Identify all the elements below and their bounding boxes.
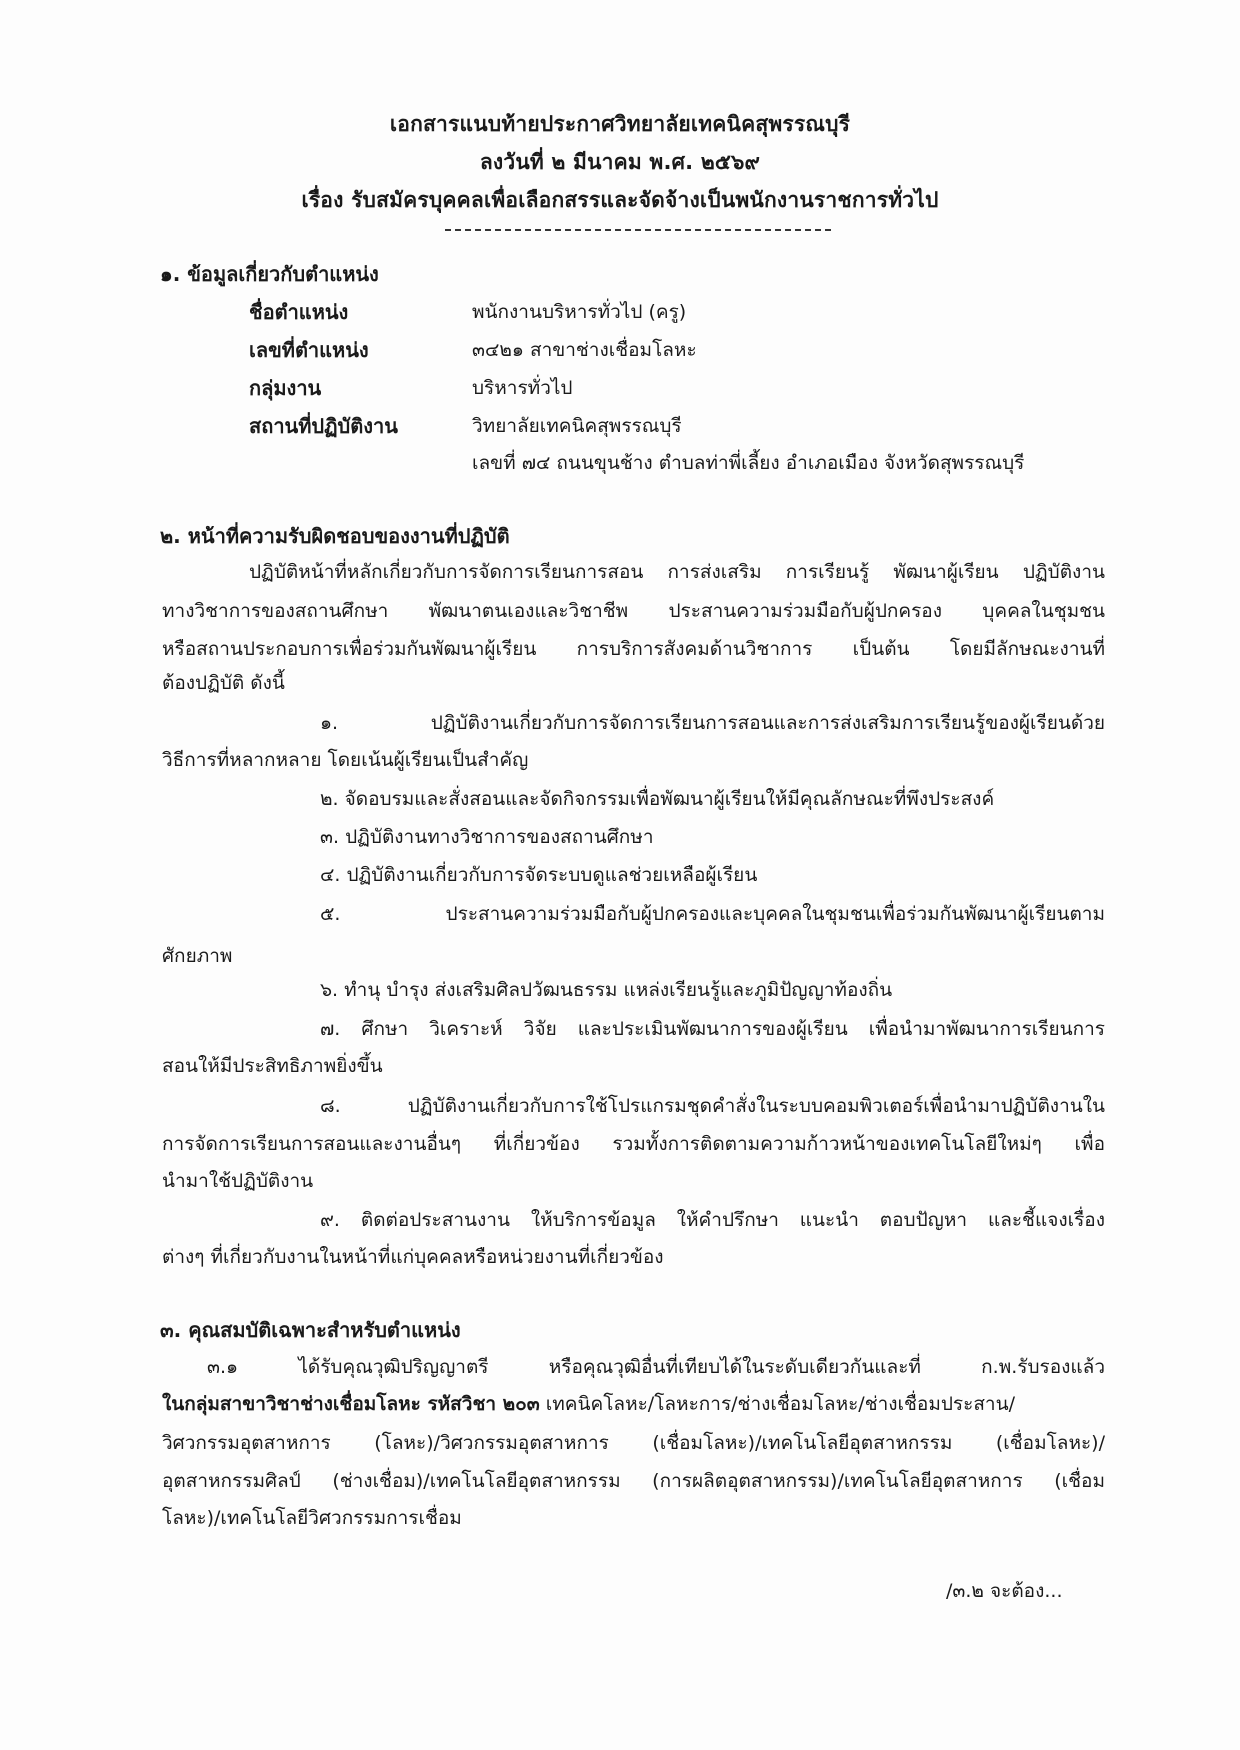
section2-intro-line: ทางวิชาการของสถานศึกษา พัฒนาตนเองและวิชาชีพ ประสานความร่วมมือกับผู้ปกครอง บุคคลในชุมชน [162, 600, 1105, 622]
field-label-workplace: สถานที่ปฏิบัติงาน [249, 414, 398, 438]
duty-item-5-cont: ศักยภาพ [162, 945, 233, 967]
section1-title: ๑. ข้อมูลเกี่ยวกับตำแหน่ง [160, 262, 379, 286]
field-label-work-group: กลุ่มงาน [249, 376, 322, 400]
qualification-line: ๓.๑ ได้รับคุณวุฒิปริญญาตรี หรือคุณวุฒิอื่นที่เทียบได้ในระดับเดียวกันและที่ ก.พ.รับรองแล้ว [207, 1356, 1105, 1378]
section2-title: ๒. หน้าที่ความรับผิดชอบของงานที่ปฏิบัติ [160, 524, 510, 548]
duty-item-8-cont: นำมาใช้ปฏิบัติงาน [162, 1170, 314, 1192]
field-label-position-name: ชื่อตำแหน่ง [249, 300, 349, 324]
section2-intro-line: ต้องปฏิบัติ ดังนี้ [162, 672, 285, 694]
duty-item-2: ๒. จัดอบรมและสั่งสอนและจัดกิจกรรมเพื่อพัฒนาผู้เรียนให้มีคุณลักษณะที่พึงประสงค์ [320, 788, 995, 810]
duty-item-9-cont: ต่างๆ ที่เกี่ยวกับงานในหน้าที่แก่บุคคลหรือหน่วยงานที่เกี่ยวข้อง [162, 1246, 664, 1268]
duty-item-5: ๕. ประสานความร่วมมือกับผู้ปกครองและบุคคลในชุมชนเพื่อร่วมกันพัฒนาผู้เรียนตาม [320, 903, 1105, 925]
doc-title: เอกสารแนบท้ายประกาศวิทยาลัยเทคนิคสุพรรณบุรี [389, 112, 851, 136]
duty-item-7: ๗. ศึกษา วิเคราะห์ วิจัย และประเมินพัฒนาการของผู้เรียน เพื่อนำมาพัฒนาการเรียนการ [320, 1018, 1105, 1040]
duty-item-1: ๑. ปฏิบัติงานเกี่ยวกับการจัดการเรียนการสอนและการส่งเสริมการเรียนรู้ของผู้เรียนด้วย [320, 712, 1105, 734]
field-value-work-group: บริหารทั่วไป [472, 377, 573, 399]
qualification-field-list: เทคนิคโลหะ/โลหะการ/ช่างเชื่อมโลหะ/ช่างเชื่อมประสาน/ [539, 1393, 1015, 1415]
duty-item-8: ๘. ปฏิบัติงานเกี่ยวกับการใช้โปรแกรมชุดคำสั่งในระบบคอมพิวเตอร์เพื่อนำมาปฏิบัติงานใน [320, 1095, 1105, 1117]
duty-item-4: ๔. ปฏิบัติงานเกี่ยวกับการจัดระบบดูแลช่วยเหลือผู้เรียน [320, 864, 758, 886]
qualification-line: โลหะ)/เทคโนโลยีวิศวกรรมการเชื่อม [162, 1507, 462, 1529]
field-label-position-number: เลขที่ตำแหน่ง [249, 338, 369, 362]
duty-item-9: ๙. ติดต่อประสานงาน ให้บริการข้อมูล ให้คำปรึกษา แนะนำ ตอบปัญหา และชี้แจงเรื่อง [320, 1209, 1105, 1231]
field-value-position-name: พนักงานบริหารทั่วไป (ครู) [472, 301, 687, 323]
qualification-line: อุตสาหกรรมศิลป์ (ช่างเชื่อม)/เทคโนโลยีอุตสาหกรรม (การผลิตอุตสาหกรรม)/เทคโนโลยีอุตสาหการ (เชื่อม [162, 1470, 1105, 1492]
field-value-workplace: วิทยาลัยเทคนิคสุพรรณบุรี [472, 415, 682, 437]
field-value-position-number: ๓๔๒๑ สาขาช่างเชื่อมโลหะ [472, 339, 697, 361]
doc-date: ลงวันที่ ๒ มีนาคม พ.ศ. ๒๕๖๙ [479, 150, 761, 174]
section2-intro-line: หรือสถานประกอบการเพื่อร่วมกันพัฒนาผู้เรียน การบริการสังคมด้านวิชาการ เป็นต้น โดยมีลักษณะงานที่ [162, 638, 1105, 660]
section2-intro-line: ปฏิบัติหน้าที่หลักเกี่ยวกับการจัดการเรียนการสอน การส่งเสริม การเรียนรู้ พัฒนาผู้เรียน ปฏิบัติงาน [249, 561, 1105, 583]
qualification-field-bold: ในกลุ่มสาขาวิชาช่างเชื่อมโลหะ รหัสวิชา ๒๐๓ [162, 1393, 540, 1415]
qualification-line [162, 1390, 1105, 1418]
duty-item-1-cont: วิธีการที่หลากหลาย โดยเน้นผู้เรียนเป็นสำคัญ [162, 749, 529, 771]
duty-item-7-cont: สอนให้มีประสิทธิภาพยิ่งขึ้น [162, 1055, 383, 1077]
qualification-line: วิศวกรรมอุตสาหการ (โลหะ)/วิศวกรรมอุตสาหการ (เชื่อมโลหะ)/เทคโนโลยีอุตสาหกรรม (เชื่อมโลหะ)/ [162, 1432, 1105, 1454]
continued-marker: /๓.๒ จะต้อง... [946, 1580, 1063, 1602]
header-divider [445, 229, 831, 231]
field-value-address: เลขที่ ๗๔ ถนนขุนช้าง ตำบลท่าพี่เลี้ยง อำเภอเมือง จังหวัดสุพรรณบุรี [472, 452, 1025, 474]
duty-item-3: ๓. ปฏิบัติงานทางวิชาการของสถานศึกษา [320, 826, 654, 848]
duty-item-6: ๖. ทำนุ บำรุง ส่งเสริมศิลปวัฒนธรรม แหล่งเรียนรู้และภูมิปัญญาท้องถิ่น [320, 979, 893, 1001]
duty-item-8-cont: การจัดการเรียนการสอนและงานอื่นๆ ที่เกี่ยวข้อง รวมทั้งการติดตามความก้าวหน้าของเทคโนโลยีใหม่ๆ เพื่อ [162, 1133, 1105, 1155]
doc-subject: เรื่อง รับสมัครบุคคลเพื่อเลือกสรรและจัดจ้างเป็นพนักงานราชการทั่วไป [301, 188, 939, 212]
section3-title: ๓. คุณสมบัติเฉพาะสำหรับตำแหน่ง [160, 1318, 461, 1342]
